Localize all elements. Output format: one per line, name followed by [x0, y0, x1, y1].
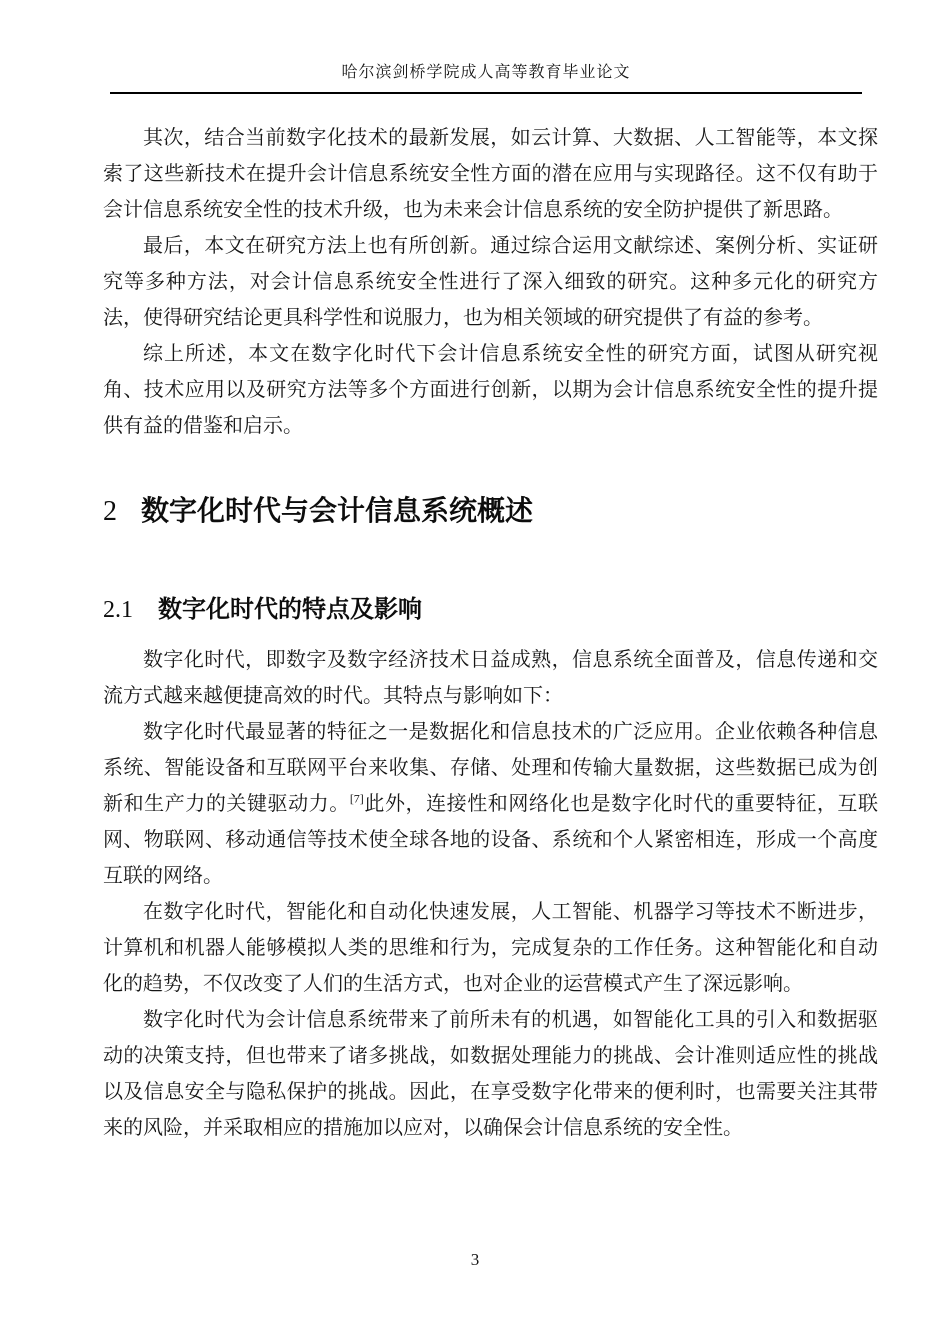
- subsection-number: 2.1: [103, 597, 133, 623]
- paragraph-intelligence-automation: 在数字化时代，智能化和自动化快速发展，人工智能、机器学习等技术不断进步，计算机和机器人能够模拟人类的思维和行为，完成复杂的工作任务。这种智能化和自动化的趋势，不仅改变了人们的生活方式，也对企业的运营模式产生了深远影响。: [103, 901, 878, 995]
- citation-ref-7: [7]: [349, 791, 364, 806]
- page-number: 3: [470, 1250, 480, 1269]
- running-head-title: 哈尔滨剑桥学院成人高等教育毕业论文: [341, 64, 631, 81]
- section-heading-2: [103, 491, 878, 532]
- paragraph-digital-era-definition: 数字化时代，即数字及数字经济技术日益成熟，信息系统全面普及，信息传递和交流方式越来越便捷高效的时代。其特点与影响如下：: [103, 649, 878, 707]
- subsection-heading-2-1: [103, 593, 878, 627]
- paragraph-opportunities-challenges: 数字化时代为会计信息系统带来了前所未有的机遇，如智能化工具的引入和数据驱动的决策支持，但也带来了诸多挑战，如数据处理能力的挑战、会计准则适应性的挑战以及信息安全与隐私保护的挑战。因此，在享受数字化带来的便利时，也需要关注其带来的风险，并采取相应的措施加以应对，以确保会计信息系统的安全性。: [103, 1009, 878, 1139]
- subsection-title: 数字化时代的特点及影响: [158, 596, 422, 623]
- section-title: 数字化时代与会计信息系统概述: [141, 495, 534, 526]
- section-number: 2: [103, 496, 117, 527]
- page-header: [110, 0, 862, 94]
- page-body: [103, 120, 878, 1146]
- paragraph-text-before-ref: 数字化时代最显著的特征之一是数据化和信息技术的广泛应用。企业依赖各种信息系统、智能设备和互联网平台来收集、存储、处理和传输大量数据，这些数据已成为创新和生产力的关键驱动力。: [103, 721, 878, 815]
- paragraph-text-after-ref: 此外，连接性和网络化也是数字化时代的重要特征，互联网、物联网、移动通信等技术使全球各地的设备、系统和个人紧密相连，形成一个高度互联的网络。: [103, 793, 879, 887]
- paragraph-intro-summary: 综上所述，本文在数字化时代下会计信息系统安全性的研究方面，试图从研究视角、技术应用以及研究方法等多个方面进行创新，以期为会计信息系统安全性的提升提供有益的借鉴和启示。: [103, 343, 878, 437]
- paragraph-data-and-connectivity: [103, 714, 878, 894]
- page-footer: [0, 1250, 950, 1270]
- paragraph-intro-second: 其次，结合当前数字化技术的最新发展，如云计算、大数据、人工智能等，本文探索了这些新技术在提升会计信息系统安全性方面的潜在应用与实现路径。这不仅有助于会计信息系统安全性的技术升级，也为未来会计信息系统的安全防护提供了新思路。: [103, 127, 878, 221]
- paragraph-intro-last: 最后，本文在研究方法上也有所创新。通过综合运用文献综述、案例分析、实证研究等多种方法，对会计信息系统安全性进行了深入细致的研究。这种多元化的研究方法，使得研究结论更具科学性和说服力，也为相关领域的研究提供了有益的参考。: [103, 235, 878, 329]
